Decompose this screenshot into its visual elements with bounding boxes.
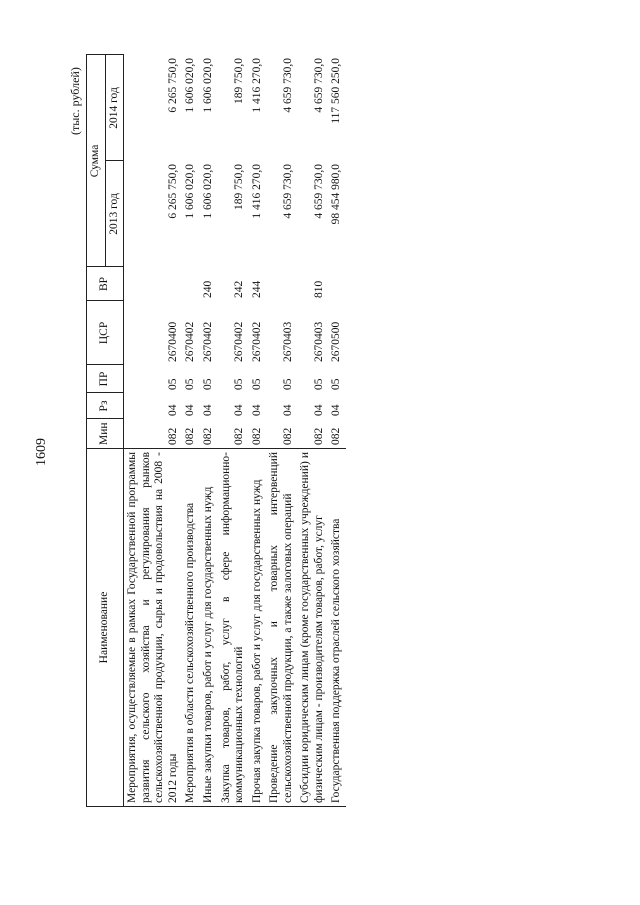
page-number: 1609 — [34, 438, 49, 466]
row-name: Субсидии юридическим лицам (кроме государственных учреждений) и физическим лицам - производителям товаров, работ, услуг — [297, 449, 328, 807]
row-rz: 04 — [312, 404, 325, 416]
row-amount-2013: 4 659 730,0 — [312, 163, 325, 219]
header-min: Мин — [87, 419, 124, 449]
header-vr: ВР — [87, 267, 124, 301]
row-amount-2013: 1 606 020,0 — [201, 163, 214, 219]
row-amount-2014: 1 606 020,0 — [201, 57, 214, 113]
row-name: Мероприятия в области сельскохозяйственного производства — [182, 449, 200, 807]
row-min: 082 — [184, 427, 197, 445]
row-min: 082 — [281, 427, 294, 445]
row-vr — [328, 267, 346, 301]
row-pr: 05 — [201, 378, 214, 390]
row-name: Проведение закупочных и товарных интервенций сельскохозяйственной продукции, а также залоговых операций — [266, 449, 297, 807]
row-vr — [182, 267, 200, 301]
row-amount-2014: 4 659 730,0 — [281, 57, 294, 113]
row-pr: 05 — [233, 378, 246, 390]
row-amount-2013: 6 265 750,0 — [166, 163, 179, 219]
row-csr: 2670500 — [330, 321, 343, 362]
row-rz: 04 — [184, 404, 197, 416]
header-csr: ЦСР — [87, 301, 124, 365]
row-vr — [266, 267, 297, 301]
table-row — [249, 55, 267, 807]
row-csr: 2670402 — [233, 321, 246, 362]
row-min: 082 — [330, 427, 343, 445]
row-amount-2013: 4 659 730,0 — [281, 163, 294, 219]
row-min: 082 — [166, 427, 179, 445]
row-amount-2014: 1 416 270,0 — [250, 57, 263, 113]
row-pr: 05 — [330, 378, 343, 390]
row-csr: 2670402 — [201, 321, 214, 362]
row-rz: 04 — [166, 404, 179, 416]
header-name: Наименование — [87, 449, 124, 807]
table-row — [124, 55, 183, 807]
row-amount-2014: 117 560 250,0 — [330, 57, 343, 124]
row-pr: 05 — [166, 378, 179, 390]
row-rz: 04 — [330, 404, 343, 416]
row-vr: 244 — [250, 280, 263, 298]
row-csr: 2670400 — [166, 321, 179, 362]
row-pr: 05 — [250, 378, 263, 390]
table-row — [328, 55, 346, 807]
row-name: Мероприятия, осуществляемые в рамках Государственной программы развития сельского хозяйства и регулирования рынков сельскохозяйственной продукции, сырья и продовольствия на 2008 - 2012 годы — [124, 449, 183, 807]
row-rz: 04 — [281, 404, 294, 416]
table-row — [297, 55, 328, 807]
header-sum: Сумма — [87, 55, 106, 267]
row-csr: 2670402 — [250, 321, 263, 362]
row-min: 082 — [250, 427, 263, 445]
row-min: 082 — [201, 427, 214, 445]
row-amount-2014: 6 265 750,0 — [166, 57, 179, 113]
row-name: Государственная поддержка отраслей сельского хозяйства — [328, 449, 346, 807]
budget-table — [86, 54, 346, 807]
row-amount-2013: 1 416 270,0 — [250, 163, 263, 219]
row-pr: 05 — [184, 378, 197, 390]
row-csr: 2670402 — [184, 321, 197, 362]
row-amount-2014: 4 659 730,0 — [312, 57, 325, 113]
row-amount-2013: 1 606 020,0 — [184, 163, 197, 219]
row-amount-2014: 189 750,0 — [233, 57, 246, 104]
row-name: Закупка товаров, работ, услуг в сфере информационно-коммуникационных технологий — [218, 449, 249, 807]
row-pr: 05 — [312, 378, 325, 390]
row-rz: 04 — [201, 404, 214, 416]
row-amount-2013: 189 750,0 — [233, 163, 246, 210]
row-amount-2013: 98 454 980,0 — [330, 163, 343, 225]
table-body — [124, 55, 346, 807]
table-row — [266, 55, 297, 807]
row-amount-2014: 1 606 020,0 — [184, 57, 197, 113]
row-csr: 2670403 — [281, 321, 294, 362]
row-vr: 242 — [233, 280, 246, 298]
row-rz: 04 — [250, 404, 263, 416]
row-min: 082 — [312, 427, 325, 445]
row-rz: 04 — [233, 404, 246, 416]
header-2013: 2013 год — [105, 161, 124, 267]
row-pr: 05 — [281, 378, 294, 390]
row-name: Прочая закупка товаров, работ и услуг для государственных нужд — [249, 449, 267, 807]
row-vr: 810 — [312, 280, 325, 298]
row-csr: 2670403 — [312, 321, 325, 362]
table-row — [200, 55, 218, 807]
table-row — [218, 55, 249, 807]
row-name: Иные закупки товаров, работ и услуг для государственных нужд — [200, 449, 218, 807]
header-rz: Рз — [87, 393, 124, 419]
row-vr: 240 — [201, 280, 214, 298]
row-min: 082 — [233, 427, 246, 445]
row-vr — [124, 267, 183, 301]
units-label: (тыс. рублей) — [68, 67, 82, 135]
table-row — [182, 55, 200, 807]
header-2014: 2014 год — [105, 55, 124, 161]
header-pr: ПР — [87, 365, 124, 393]
